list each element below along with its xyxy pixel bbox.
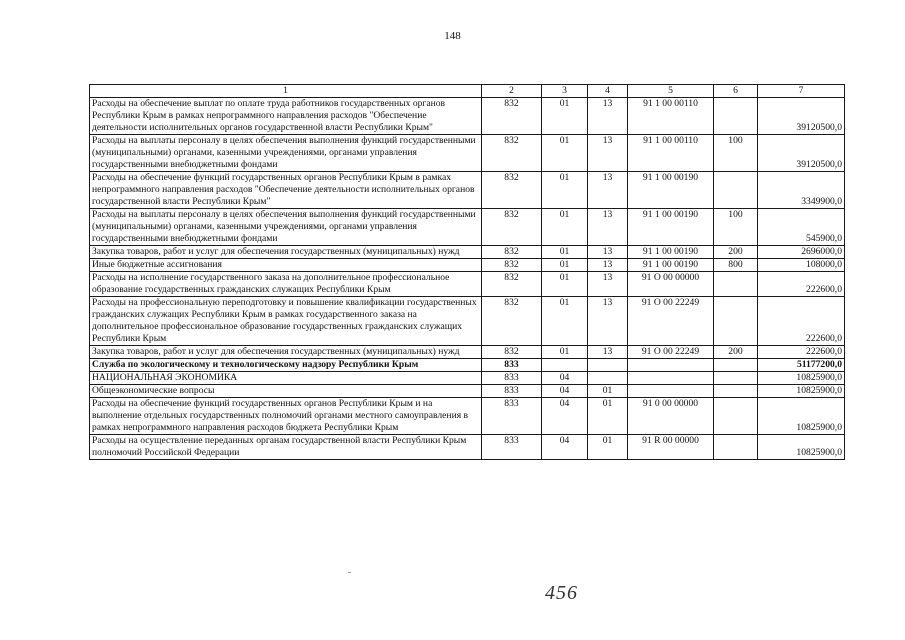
row-subsection: 13 [588, 259, 628, 272]
row-description: Расходы на выплаты персоналу в целях обеспечения выполнения функций государственными (муниципальными) органами, казенными учреждениями, органами управления государственными внебюджетными фондами [90, 135, 482, 172]
row-amount: 2696000,0 [758, 246, 845, 259]
row-amount: 545900,0 [758, 209, 845, 246]
table-row [90, 209, 845, 246]
row-expense-type: 200 [714, 346, 758, 359]
column-header: 1 [90, 85, 482, 98]
row-target-article: 91 1 00 00190 [628, 246, 714, 259]
handwritten-page-stamp: 456 [545, 582, 578, 604]
row-subsection: 13 [588, 246, 628, 259]
row-target-article: 91 1 00 00110 [628, 98, 714, 135]
row-amount: 39120500,0 [758, 98, 845, 135]
row-subsection: 13 [588, 98, 628, 135]
row-description: Закупка товаров, работ и услуг для обеспечения государственных (муниципальных) нужд [90, 346, 482, 359]
row-target-article: 91 1 00 00110 [628, 135, 714, 172]
row-target-article: 91 1 00 00190 [628, 209, 714, 246]
row-section: 01 [542, 272, 588, 297]
row-amount: 10825900,0 [758, 385, 845, 398]
row-admin-code: 832 [482, 346, 542, 359]
row-description: Расходы на обеспечение выплат по оплате труда работников государственных органов Республики Крым в рамках непрограммного направления расходов "Обеспечение деятельности исполнительных органов государственной власти Республики Крым" [90, 98, 482, 135]
row-admin-code: 833 [482, 398, 542, 435]
row-expense-type: 100 [714, 135, 758, 172]
row-target-article: 91 О 00 22249 [628, 346, 714, 359]
row-description: Расходы на осуществление переданных органам государственной власти Республики Крым полномочий Российской Федерации [90, 435, 482, 460]
row-subsection: 01 [588, 435, 628, 460]
column-header: 2 [482, 85, 542, 98]
row-expense-type [714, 385, 758, 398]
row-amount: 222600,0 [758, 346, 845, 359]
table-row [90, 435, 845, 460]
row-admin-code: 833 [482, 359, 542, 372]
row-description: Расходы на обеспечение функций государственных органов Республики Крым и на выполнение отдельных государственных полномочий органами местного самоуправления в рамках непрограммного направления расходов бюджета Республики Крым [90, 398, 482, 435]
row-admin-code: 832 [482, 259, 542, 272]
row-target-article: 91 О 00 00000 [628, 272, 714, 297]
row-section: 01 [542, 259, 588, 272]
row-expense-type [714, 359, 758, 372]
row-expense-type [714, 272, 758, 297]
row-expense-type: 200 [714, 246, 758, 259]
table-body [90, 98, 845, 460]
row-subsection: 13 [588, 172, 628, 209]
row-expense-type [714, 372, 758, 385]
table-row [90, 135, 845, 172]
row-target-article: 91 0 00 00000 [628, 398, 714, 435]
row-expense-type [714, 172, 758, 209]
table-row [90, 172, 845, 209]
row-description: Расходы на исполнение государственного заказа на дополнительное профессиональное образование государственных гражданских служащих Республики Крым [90, 272, 482, 297]
row-section: 04 [542, 372, 588, 385]
row-target-article: 91 1 00 00190 [628, 172, 714, 209]
row-target-article: 91 1 00 00190 [628, 259, 714, 272]
table-row [90, 246, 845, 259]
row-admin-code: 833 [482, 372, 542, 385]
row-expense-type [714, 297, 758, 346]
budget-table [89, 84, 845, 460]
row-admin-code: 832 [482, 272, 542, 297]
row-section: 04 [542, 385, 588, 398]
row-subsection: 13 [588, 272, 628, 297]
row-amount: 222600,0 [758, 272, 845, 297]
row-description: Иные бюджетные ассигнования [90, 259, 482, 272]
row-subsection: 13 [588, 297, 628, 346]
row-subsection [588, 372, 628, 385]
row-amount: 3349900,0 [758, 172, 845, 209]
row-description: Закупка товаров, работ и услуг для обеспечения государственных (муниципальных) нужд [90, 246, 482, 259]
row-section: 01 [542, 246, 588, 259]
row-amount: 10825900,0 [758, 398, 845, 435]
row-section: 01 [542, 209, 588, 246]
row-section: 01 [542, 346, 588, 359]
row-admin-code: 832 [482, 246, 542, 259]
row-description: Служба по экологическому и технологическому надзору Республики Крым [90, 359, 482, 372]
row-admin-code: 832 [482, 172, 542, 209]
row-admin-code: 832 [482, 209, 542, 246]
row-description: Расходы на обеспечение функций государственных органов Республики Крым в рамках непрограммного направления расходов "Обеспечение деятельности исполнительных органов государственной власти Республики Крым" [90, 172, 482, 209]
row-expense-type [714, 398, 758, 435]
row-expense-type [714, 435, 758, 460]
row-target-article: 91 R 00 00000 [628, 435, 714, 460]
column-header: 7 [758, 85, 845, 98]
row-description: НАЦИОНАЛЬНАЯ ЭКОНОМИКА [90, 372, 482, 385]
row-subsection: 13 [588, 135, 628, 172]
row-amount: 39120500,0 [758, 135, 845, 172]
row-admin-code: 832 [482, 98, 542, 135]
row-target-article [628, 385, 714, 398]
table-row [90, 372, 845, 385]
row-amount: 51177200,0 [758, 359, 845, 372]
row-expense-type: 100 [714, 209, 758, 246]
row-amount: 222600,0 [758, 297, 845, 346]
row-target-article [628, 372, 714, 385]
row-section: 01 [542, 297, 588, 346]
row-description: Расходы на профессиональную переподготовку и повышение квалификации государственных гражданских служащих Республики Крым в рамках государственного заказа на дополнительное профессиональное образование государственных гражданских служащих Республики Крым [90, 297, 482, 346]
row-subsection [588, 359, 628, 372]
row-section: 01 [542, 135, 588, 172]
row-section: 01 [542, 98, 588, 135]
scan-mark [348, 572, 351, 573]
table-row [90, 259, 845, 272]
table-row [90, 398, 845, 435]
row-subsection: 13 [588, 209, 628, 246]
row-admin-code: 832 [482, 297, 542, 346]
row-expense-type [714, 98, 758, 135]
table-row [90, 272, 845, 297]
row-section: 04 [542, 398, 588, 435]
table-row [90, 346, 845, 359]
row-expense-type: 800 [714, 259, 758, 272]
table-row [90, 385, 845, 398]
row-amount: 10825900,0 [758, 435, 845, 460]
row-subsection: 01 [588, 398, 628, 435]
row-section: 01 [542, 172, 588, 209]
row-admin-code: 832 [482, 135, 542, 172]
row-subsection: 13 [588, 346, 628, 359]
row-subsection: 01 [588, 385, 628, 398]
row-admin-code: 833 [482, 385, 542, 398]
row-section: 04 [542, 435, 588, 460]
row-section [542, 359, 588, 372]
column-header: 3 [542, 85, 588, 98]
row-description: Общеэкономические вопросы [90, 385, 482, 398]
row-amount: 108000,0 [758, 259, 845, 272]
row-target-article [628, 359, 714, 372]
page-number: 148 [444, 30, 461, 42]
row-amount: 10825900,0 [758, 372, 845, 385]
table-row [90, 297, 845, 346]
column-header: 5 [628, 85, 714, 98]
row-admin-code: 833 [482, 435, 542, 460]
column-header: 6 [714, 85, 758, 98]
row-description: Расходы на выплаты персоналу в целях обеспечения выполнения функций государственными (муниципальными) органами, казенными учреждениями, органами управления государственными внебюджетными фондами [90, 209, 482, 246]
row-target-article: 91 О 00 22249 [628, 297, 714, 346]
header-row [90, 85, 845, 98]
table-row [90, 359, 845, 372]
table-row [90, 98, 845, 135]
column-header: 4 [588, 85, 628, 98]
